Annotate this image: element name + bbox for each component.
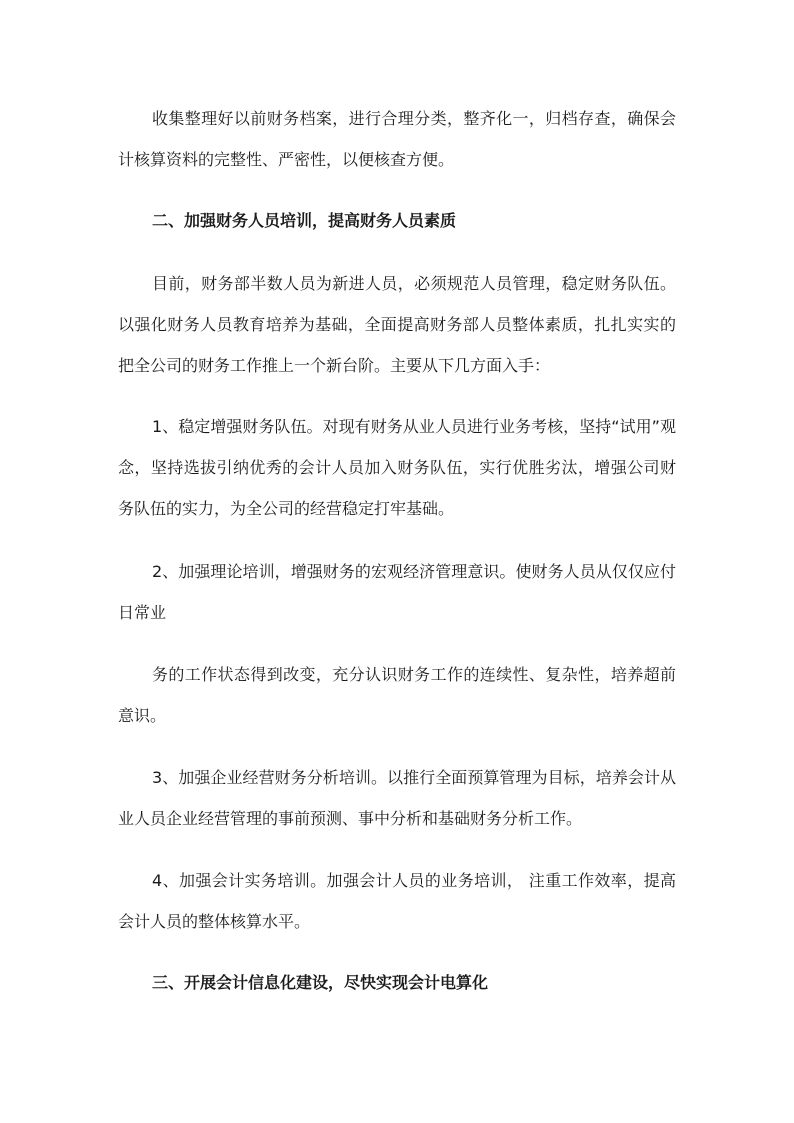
paragraph-item-1: 1、稳定增强财务队伍。对现有财务从业人员进行业务考核，坚持“试用”观念，坚持选拔引纳优秀的会计人员加入财务队伍，实行优胜劣汰，增强公司财务队伍的实力，为全公司的经营稳定打牢基础。 — [118, 417, 676, 518]
paragraph-item-4: 4、加强会计实务培训。加强会计人员的业务培训， 注重工作效率，提高会计人员的整体核算水平。 — [118, 871, 676, 931]
heading-section-3: 三、开展会计信息化建设，尽快实现会计电算化 — [152, 973, 489, 992]
paragraph-item-3: 3、加强企业经营财务分析培训。以推行全面预算管理为目标，培养会计从业人员企业经营管理的事前预测、事中分析和基础财务分析工作。 — [118, 768, 676, 828]
paragraph-item-2: 2、加强理论培训，增强财务的宏观经济管理意识。使财务人员从仅仅应付日常业 — [118, 562, 676, 622]
paragraph-archive: 收集整理好以前财务档案，进行合理分类，整齐化一，归档存查，确保会计核算资料的完整性、严密性，以便核查方便。 — [118, 109, 676, 169]
paragraph-item-2-continued: 务的工作状态得到改变，充分认识财务工作的连续性、复杂性，培养超前意识。 — [118, 665, 676, 725]
heading-section-2: 二、加强财务人员培训，提高财务人员素质 — [152, 211, 457, 230]
paragraph-intro: 目前，财务部半数人员为新进人员，必须规范人员管理，稳定财务队伍。以强化财务人员教育培养为基础，全面提高财务部人员整体素质，扎扎实实的把全公司的财务工作推上一个新台阶。主要从下几方面入手： — [118, 274, 676, 375]
